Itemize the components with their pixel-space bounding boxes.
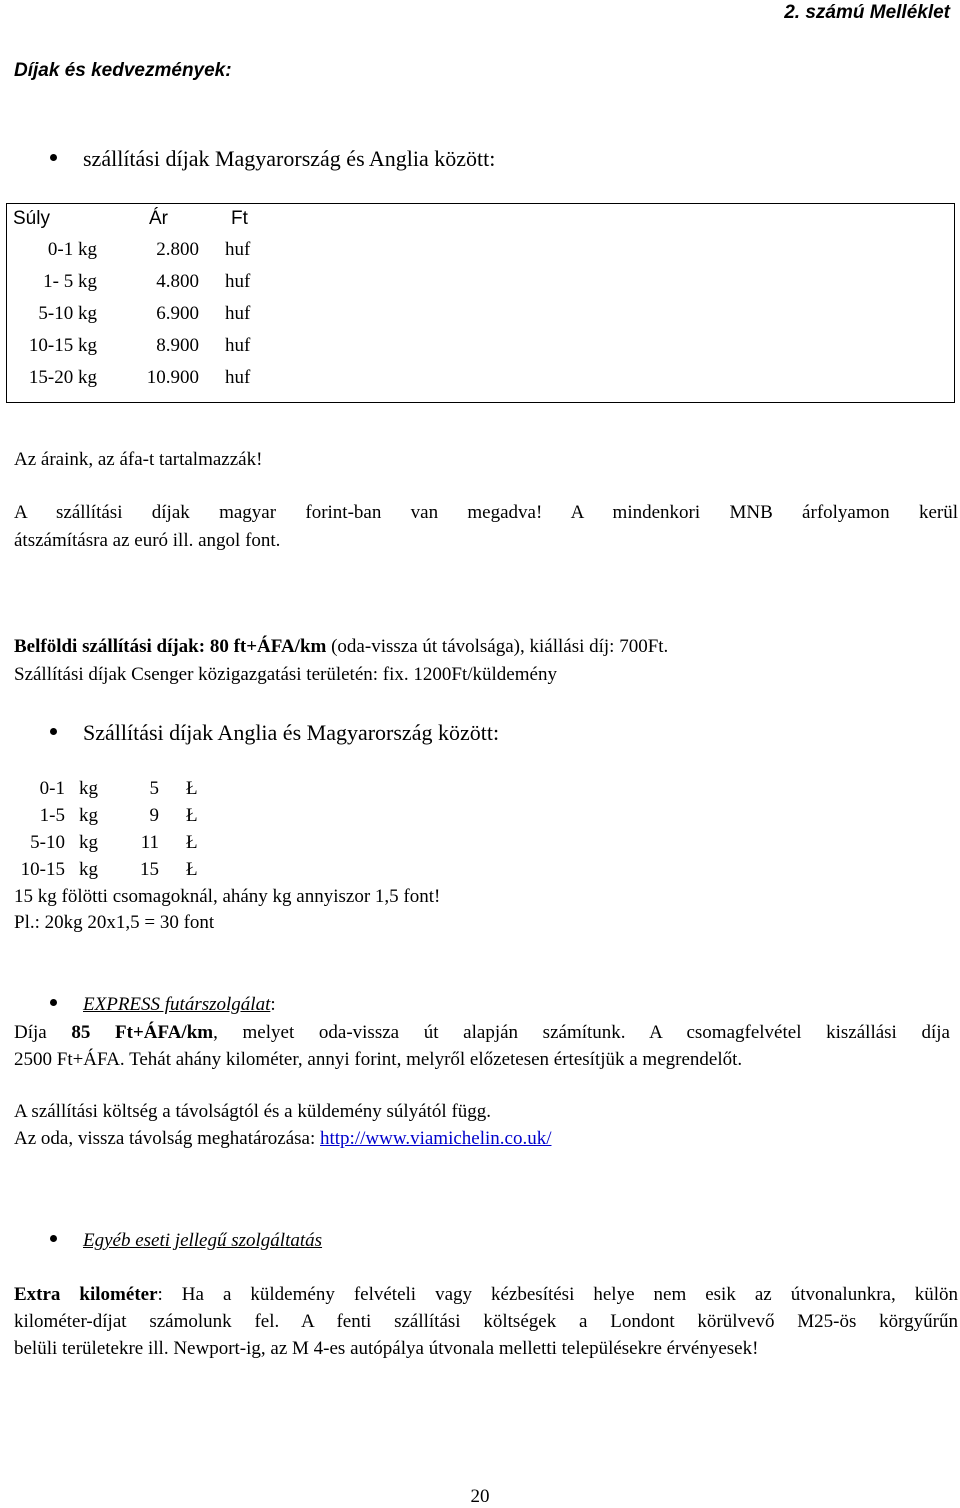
other-line3: belüli területekre ill. Newport-ig, az M 4-es autópálya útvonala melletti településekre érvényesek! [14, 1338, 759, 1359]
express-line3: A szállítási költség a távolságtól és a küldemény súlyától függ. [14, 1101, 492, 1122]
table-cell-unit: huf [225, 303, 251, 324]
table-cell-weight: 15-20 kg [28, 367, 97, 388]
viamichelin-link[interactable]: http://www.viamichelin.co.uk/ [320, 1128, 552, 1149]
other-line1 [14, 1284, 958, 1306]
table-header-unit: Ft [231, 208, 248, 229]
example-note: Pl.: 20kg 20x1,5 = 30 font [14, 912, 215, 933]
gbp-unit: kg [79, 859, 98, 880]
express-rate-bold: 85 Ft+ÁFA/km [71, 1022, 214, 1043]
other-line2: kilométer-díjat számolunk fel. A fenti szállítási költségek a Londont körülvevő M25-ös körgyűrűn [14, 1311, 958, 1332]
bullet-icon [50, 154, 57, 161]
gbp-price: 11 [140, 832, 159, 853]
table-cell-weight: 0-1 kg [47, 239, 97, 260]
section2-title-text: Szállítási díjak Anglia és Magyarország között: [83, 720, 500, 745]
gbp-unit: kg [79, 778, 98, 799]
gbp-range: 0-1 [39, 778, 65, 799]
gbp-price: 15 [140, 859, 159, 880]
express-line1-start: Díja [14, 1022, 72, 1043]
other-line1-rest: : Ha a küldemény felvételi vagy kézbesítési helye nem esik az útvonalunkra, külön [157, 1284, 958, 1305]
gbp-currency: Ł [186, 778, 198, 799]
other-title-text: Egyéb eseti jellegű szolgáltatás [83, 1230, 323, 1251]
section2-title [50, 720, 499, 746]
table-cell-weight: 10-15 kg [28, 335, 97, 356]
table-cell-price: 8.900 [156, 335, 199, 356]
express-title-text: EXPRESS futárszolgálat [83, 994, 271, 1015]
table-cell-weight: 1- 5 kg [43, 271, 97, 292]
table-cell-price: 6.900 [156, 303, 199, 324]
express-title [50, 994, 276, 1016]
domestic-fees-rest: (oda-vissza út távolsága), kiállási díj: 700Ft. [326, 636, 669, 657]
table-header-weight: Súly [13, 208, 50, 229]
express-line4-text: Az oda, vissza távolság meghatározása: [14, 1128, 320, 1149]
express-line1 [14, 1022, 950, 1044]
price-table [6, 203, 955, 403]
gbp-range: 5-10 [30, 832, 65, 853]
domestic-fees [14, 636, 668, 658]
table-cell-unit: huf [225, 367, 251, 388]
domestic-fees-bold: Belföldi szállítási díjak: 80 ft+ÁFA/km [14, 636, 327, 657]
table-cell-price: 10.900 [146, 367, 199, 388]
domestic-csenger: Szállítási díjak Csenger közigazgatási területén: fix. 1200Ft/küldemény [14, 664, 557, 685]
express-title-colon: : [270, 994, 276, 1015]
gbp-currency: Ł [186, 832, 198, 853]
gbp-price: 5 [149, 778, 159, 799]
table-cell-unit: huf [225, 335, 251, 356]
section1-title-text: szállítási díjak Magyarország és Anglia között: [83, 146, 496, 171]
annex-label: 2. számú Melléklet [784, 2, 950, 23]
bullet-icon [50, 1235, 57, 1242]
express-line1-rest: , melyet oda-vissza út alapján számítunk. A csomagfelvétel kiszállási díja [213, 1022, 950, 1043]
gbp-currency: Ł [186, 859, 198, 880]
gbp-currency: Ł [186, 805, 198, 826]
currency-note-line2: átszámításra az euró ill. angol font. [14, 530, 281, 551]
page-heading: Díjak és kedvezmények: [14, 60, 232, 81]
table-header-price: Ár [149, 208, 168, 229]
bullet-icon [50, 728, 57, 735]
table-cell-price: 4.800 [156, 271, 199, 292]
gbp-unit: kg [79, 805, 98, 826]
currency-note-line1: A szállítási díjak magyar forint-ban van megadva! A mindenkori MNB árfolyamon kerül [14, 502, 958, 523]
page-number: 20 [470, 1486, 490, 1507]
other-title [50, 1230, 322, 1252]
gbp-price: 9 [149, 805, 159, 826]
table-cell-price: 2.800 [156, 239, 199, 260]
table-cell-unit: huf [225, 239, 251, 260]
bullet-icon [50, 999, 57, 1006]
over-15kg-note: 15 kg fölötti csomagoknál, ahány kg annyiszor 1,5 font! [14, 886, 441, 907]
extra-km-bold: Extra kilométer [14, 1284, 158, 1305]
table-cell-unit: huf [225, 271, 251, 292]
section1-title [50, 146, 495, 172]
vat-note: Az áraink, az áfa-t tartalmazzák! [14, 449, 263, 470]
gbp-range: 1-5 [39, 805, 65, 826]
express-line2: 2500 Ft+ÁFA. Tehát ahány kilométer, annyi forint, melyről előzetesen értesítjük a megrendelőt. [14, 1049, 743, 1070]
express-line4 [14, 1128, 551, 1150]
gbp-unit: kg [79, 832, 98, 853]
table-cell-weight: 5-10 kg [38, 303, 97, 324]
gbp-range: 10-15 [20, 859, 65, 880]
